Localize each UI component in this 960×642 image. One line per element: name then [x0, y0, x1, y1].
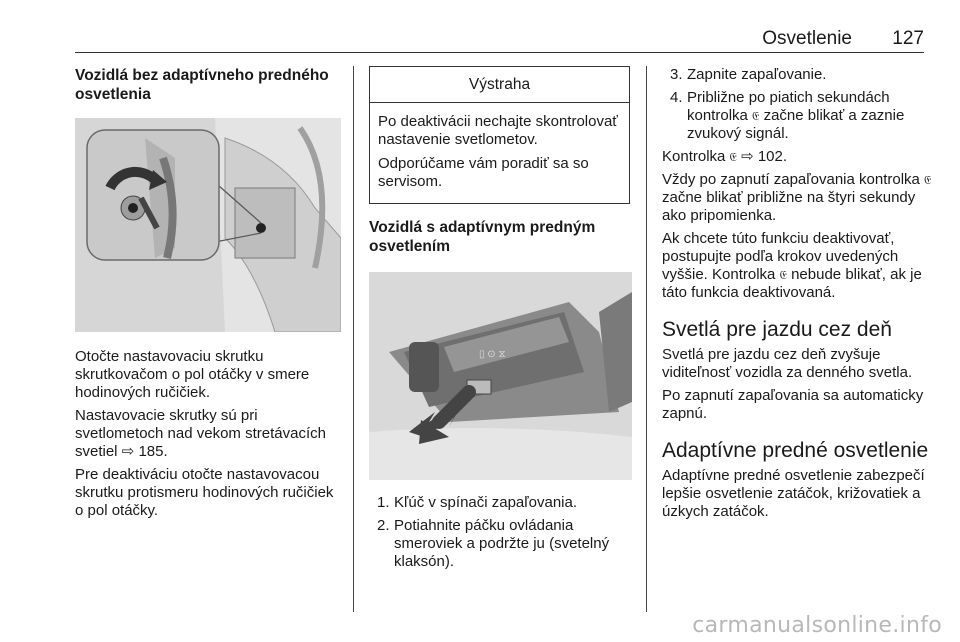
list-item: 4. Približne po piatich sekundách kontrolka 𝔈 začne blikať a zaznie zvukový signál.	[670, 89, 905, 142]
heading-daytime-running-lights: Svetlá pre jazdu cez deň	[662, 318, 892, 341]
screwdriver-figure	[75, 118, 341, 332]
column-divider-2	[646, 66, 647, 612]
heading-with-afl: Vozidlá s adaptívnym predným osvetlením	[369, 219, 596, 255]
afl-indicator-icon: 𝔈	[924, 173, 932, 187]
column-3	[662, 66, 932, 526]
svg-text:▯ ⊙ ⧖: ▯ ⊙ ⧖	[479, 349, 506, 360]
page-number: 127	[892, 28, 924, 49]
paragraph-deactivate: Pre deaktiváciu otočte nastavovacou skrutku protismeru hodinových ručičiek o pol otáčky.	[75, 466, 334, 519]
reference-arrow-icon: ⇨	[121, 443, 135, 460]
list-item: 1. Kľúč v spínači zapaľovania.	[377, 494, 578, 511]
turn-signal-lever-illustration	[369, 272, 632, 480]
afl-indicator-icon: 𝔈	[752, 109, 760, 123]
paragraph-reminder: Vždy po zapnutí zapaľovania kontrolka 𝔈 začne blikať približne na štyri sekundy ako pripomienka.	[662, 171, 932, 224]
paragraph-drl-2: Po zapnutí zapaľovania sa automaticky zapnú.	[662, 387, 924, 422]
page-header	[75, 26, 924, 53]
reference-arrow-icon: ⇨	[741, 148, 754, 165]
paragraph-screw-location: Nastavovacie skrutky sú pri svetlometoch nad vekom stretávacích svetiel ⇨ 185.	[75, 407, 326, 460]
steps-list-1	[369, 494, 632, 571]
warning-text-1: Po deaktivácii nechajte skontrolovať nastavenie svetlometov.	[378, 113, 618, 148]
paragraph-turn-screw: Otočte nastavovaciu skrutku skrutkovačom o pol otáčky v smere hodinových ručičiek.	[75, 348, 310, 401]
afl-indicator-icon: 𝔈	[779, 268, 787, 282]
paragraph-drl-1: Svetlá pre jazdu cez deň zvyšuje viditeľnosť vozidla za denného svetla.	[662, 346, 913, 381]
headlamp-adjust-illustration	[75, 118, 341, 332]
column-2	[369, 66, 632, 576]
paragraph-afl-1: Adaptívne predné osvetlenie zabezpečí lepšie osvetlenie zatáčok, križovatiek a úzkych zatáčok.	[662, 467, 925, 520]
warning-title: Výstraha	[370, 67, 629, 103]
list-item: 3. Zapnite zapaľovanie.	[670, 66, 827, 83]
warning-text-2: Odporúčame vám poradiť sa so servisom.	[378, 155, 589, 190]
afl-indicator-icon: 𝔈	[729, 150, 737, 164]
list-item: 2. Potiahnite páčku ovládania smeroviek a podržte ju (svetelný klaksón).	[377, 517, 610, 570]
section-title: Osvetlenie	[762, 28, 852, 49]
lever-figure	[369, 272, 632, 480]
column-1	[75, 66, 341, 525]
warning-box	[369, 66, 630, 204]
column-divider-1	[353, 66, 354, 612]
steps-list-2	[662, 66, 932, 143]
warning-body	[370, 103, 629, 203]
heading-without-afl: Vozidlá bez adaptívneho predného osvetlenia	[75, 67, 329, 103]
paragraph-deactivation: Ak chcete túto funkciu deaktivovať, postupujte podľa krokov uvedených vyššie. Kontrolka 𝔈 nebude blikať, ak je táto funkcia deaktivovaná.	[662, 230, 922, 301]
reference-page: 185.	[138, 443, 168, 460]
heading-adaptive-forward-lighting: Adaptívne predné osvetlenie	[662, 439, 929, 462]
watermark: carmanualsonline.info	[692, 613, 942, 638]
paragraph-control-ref: Kontrolka 𝔈 ⇨ 102.	[662, 148, 788, 165]
